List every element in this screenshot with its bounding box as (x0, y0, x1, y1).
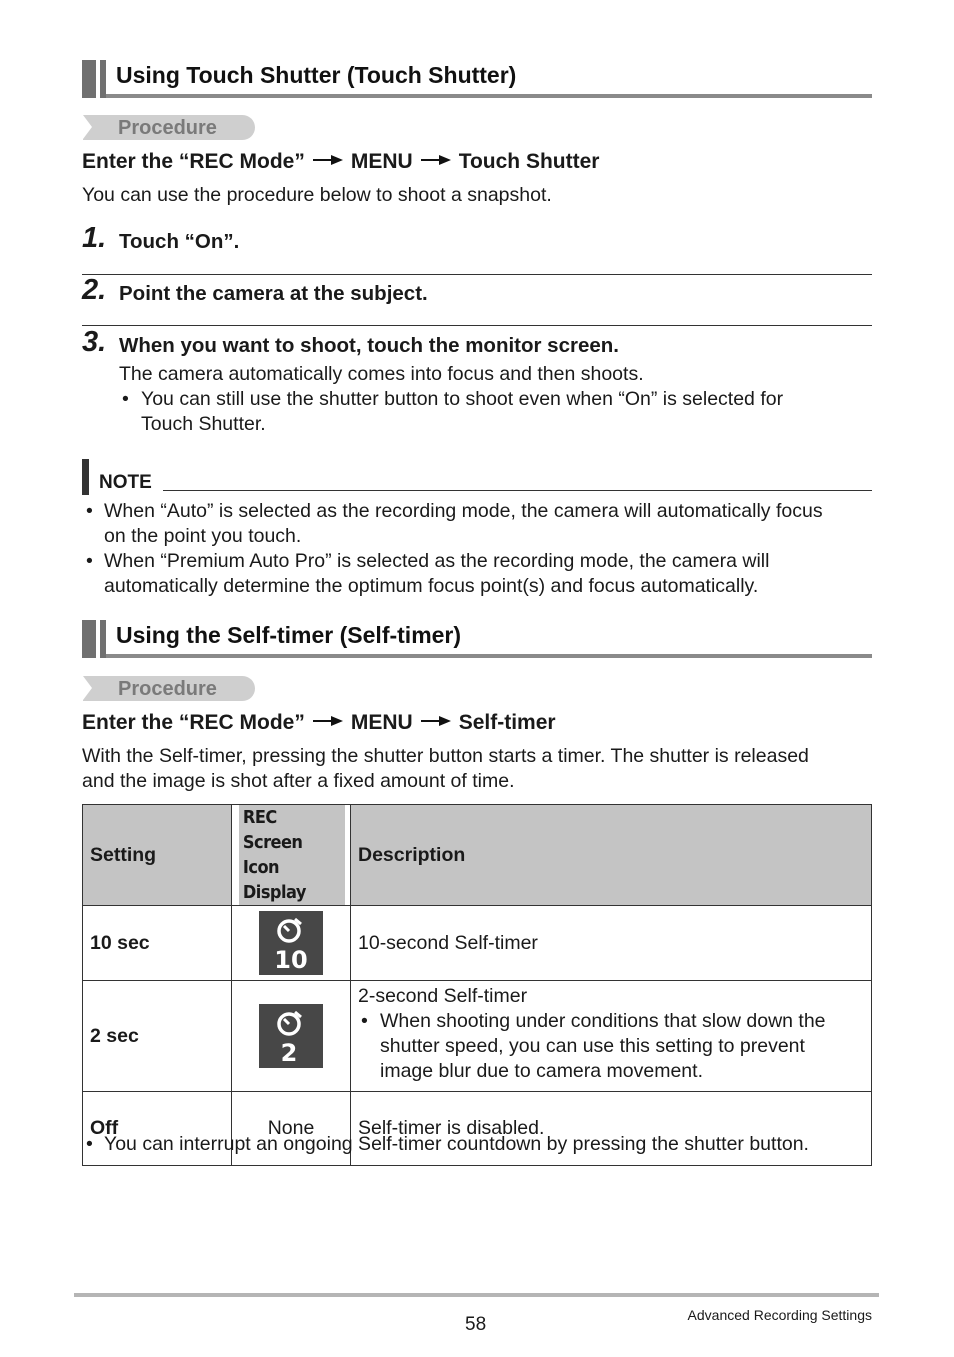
step-text: When you want to shoot, touch the monitor screen. (119, 334, 619, 357)
final-note: You can interrupt an ongoing Self-timer countdown by pressing the shutter button. (104, 1133, 809, 1155)
note-bar (82, 459, 89, 495)
menu-path: Enter the “REC Mode” MENU Touch Shutter (82, 150, 600, 173)
step-number: 3. (82, 326, 107, 358)
step-number: 1. (82, 222, 107, 254)
arrow-right-icon (421, 155, 451, 165)
procedure-badge (83, 676, 255, 701)
self-timer-2-icon (259, 1004, 323, 1068)
header-icon-display: REC Screen Icon Display (237, 805, 344, 906)
page-number: 58 (465, 1314, 487, 1335)
heading-underline (106, 654, 872, 658)
svg-text:10: 10 (274, 946, 308, 974)
step-text: Point the camera at the subject. (119, 282, 428, 305)
self-timer-10-icon (259, 911, 323, 975)
table-header-row (83, 805, 872, 906)
header-description: Description (351, 805, 872, 906)
table-row (83, 981, 872, 1092)
procedure-label: Procedure (118, 117, 217, 139)
section-title: Using Touch Shutter (Touch Shutter) (116, 62, 517, 88)
divider (82, 274, 872, 275)
note-text: When “Premium Auto Pro” is selected as the recording mode, the camera will (104, 550, 770, 572)
icon-cell: None (232, 1092, 351, 1166)
heading-bar (82, 60, 96, 98)
svg-text:2: 2 (280, 1039, 298, 1067)
setting-cell: 2 sec (83, 981, 232, 1092)
description-cell: 2-second Self-timer • When shooting under conditions that slow down the shutter speed, you can use this setting to prevent image blur due to camera movement. (351, 981, 872, 1092)
icon-cell (232, 906, 351, 981)
bullet-dot: • (122, 388, 129, 410)
footer-rule (74, 1293, 879, 1297)
description-cell: 10-second Self-timer (351, 906, 872, 981)
bullet-dot: • (86, 500, 93, 522)
self-timer-table (82, 804, 872, 1166)
setting-cell: Off (83, 1092, 232, 1166)
note-text: automatically determine the optimum focus point(s) and focus automatically. (104, 575, 759, 597)
section-title: Using the Self-timer (Self-timer) (116, 622, 462, 648)
menu-path: Enter the “REC Mode” MENU Self-timer (82, 711, 556, 734)
heading-bar (100, 620, 106, 658)
procedure-label: Procedure (118, 678, 217, 700)
divider (82, 325, 872, 326)
note-text: on the point you touch. (104, 525, 302, 547)
icon-cell (232, 981, 351, 1092)
note-text: When “Auto” is selected as the recording mode, the camera will automatically focus (104, 500, 823, 522)
bullet-dot: • (86, 1133, 93, 1155)
header-setting: Setting (83, 805, 232, 906)
table-row (83, 906, 872, 981)
arrow-right-icon (421, 716, 451, 726)
procedure-badge (83, 115, 255, 140)
note-label: NOTE (99, 472, 152, 493)
bullet-text: You can still use the shutter button to shoot even when “On” is selected for (141, 388, 784, 410)
step-text: Touch “On”. (119, 230, 240, 253)
step-number: 2. (82, 274, 107, 306)
setting-cell: 10 sec (83, 906, 232, 981)
arrow-right-icon (313, 155, 343, 165)
description-bullet: • When shooting under conditions that slow down the shutter speed, you can use this setting to prevent image blur due to camera movement. (361, 1010, 826, 1082)
note-rule (163, 490, 872, 491)
bullet-text: Touch Shutter. (141, 413, 266, 435)
intro-text: With the Self-timer, pressing the shutter button starts a timer. The shutter is released (82, 745, 809, 767)
heading-bar (100, 60, 106, 98)
intro-text: and the image is shot after a fixed amount of time. (82, 770, 515, 792)
heading-bar (82, 620, 96, 658)
description-cell: Self-timer is disabled. (351, 1092, 872, 1166)
step-detail: The camera automatically comes into focus and then shoots. (119, 363, 644, 385)
heading-underline (106, 94, 872, 98)
section-heading-self-timer (82, 620, 872, 658)
section-heading-touch-shutter (82, 60, 872, 98)
footer-section-title: Advanced Recording Settings (687, 1307, 872, 1323)
bullet-dot: • (86, 550, 93, 572)
arrow-right-icon (313, 716, 343, 726)
intro-text: You can use the procedure below to shoot a snapshot. (82, 184, 552, 206)
